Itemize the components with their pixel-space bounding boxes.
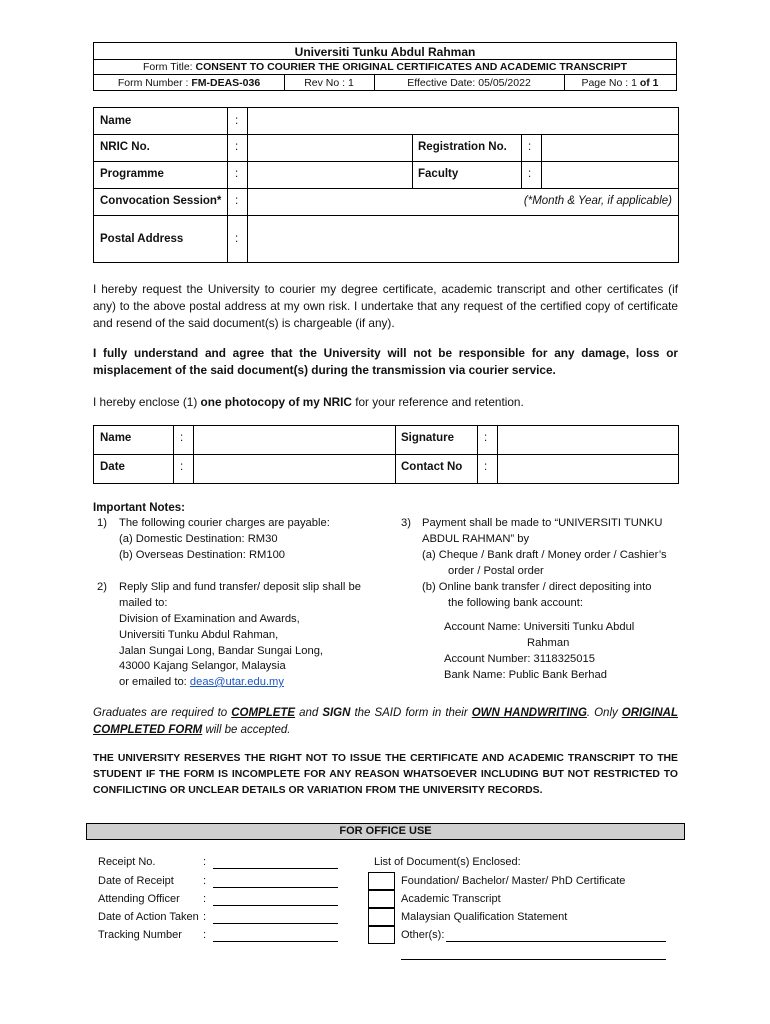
name-field[interactable] [248,108,677,134]
signature-table: Name : Signature : Date : Contact No : [93,425,679,484]
office-use-header: FOR OFFICE USE [86,823,685,840]
convocation-label: Convocation Session* [100,195,222,207]
doc-other-checkbox[interactable] [368,926,395,944]
nric-field[interactable] [248,135,412,161]
account-number: Account Number: 3118325015 [444,653,595,665]
officer-field[interactable] [213,905,338,906]
postal-address-field[interactable] [248,216,677,262]
doc-transcript-label: Academic Transcript [401,893,501,905]
sig-name-field[interactable] [194,426,395,454]
registration-label: Registration No. [418,141,507,153]
note-3: Payment shall be made to “UNIVERSITI TUNKU [422,517,663,529]
enclosure-paragraph: I hereby enclose (1) one photocopy of my NRIC for your reference and retention. [93,395,524,409]
note-2-num: 2) [97,581,107,593]
form-title: Form Title: CONSENT TO COURIER THE ORIGINAL CERTIFICATES AND ACADEMIC TRANSCRIPT [143,61,627,73]
doc-mqs-label: Malaysian Qualification Statement [401,911,568,923]
contact-field[interactable] [498,455,678,483]
action-date-field[interactable] [213,923,338,924]
tracking-label: Tracking Number [98,929,182,941]
doc-mqs-checkbox[interactable] [368,908,395,926]
notes-title: Important Notes: [93,502,185,514]
receipt-label: Receipt No. [98,856,156,868]
signature-field[interactable] [498,426,678,454]
account-name: Account Name: Universiti Tunku Abdul [444,621,635,633]
faculty-label: Faculty [418,168,459,180]
request-paragraph: I hereby request the University to courier my degree certificate, academic transcript and other certificates (if any) to the above postal address at my own risk. I undertake that any request of the certified copy of certificate and resend of the said document(s) is chargeable (if any). [93,282,678,330]
name-label: Name [100,115,132,127]
doc-certificate-checkbox[interactable] [368,872,395,890]
note-1a: (a) Domestic Destination: RM30 [119,533,278,545]
note-2: Reply Slip and fund transfer/ deposit slip shall be [119,581,361,593]
liability-paragraph: I fully understand and agree that the University will not be responsible for any damage, loss or misplacement of the said document(s) during the transmission via courier service. [93,346,678,377]
tracking-field[interactable] [213,941,338,942]
officer-label: Attending Officer [98,893,180,905]
receipt-field[interactable] [213,868,338,869]
note-3-num: 3) [401,517,411,529]
note-1b: (b) Overseas Destination: RM100 [119,549,286,561]
date-label: Date [100,461,125,473]
page-number: Page No : 1 of 1 [581,77,659,89]
note-1-num: 1) [97,517,107,529]
documents-list-title: List of Document(s) Enclosed: [374,856,521,868]
convocation-hint: (*Month & Year, if applicable) [523,195,672,207]
form-number: Form Number : FM-DEAS-036 [117,77,261,89]
personal-details-table: Name : NRIC No. : Registration No. : Programme : Faculty : Convocation Session* : (*Month & Year, if applicable) Postal Address : [93,107,679,263]
doc-transcript-checkbox[interactable] [368,890,395,908]
nric-label: NRIC No. [100,141,150,153]
university-name: Universiti Tunku Abdul Rahman [294,45,476,59]
other-docs-field-1[interactable] [446,941,666,942]
registration-field[interactable] [542,135,677,161]
faculty-field[interactable] [542,162,677,188]
form-header [93,42,677,91]
contact-label: Contact No [401,461,463,473]
action-date-label: Date of Action Taken [98,911,199,923]
other-docs-field-2[interactable] [401,959,666,960]
graduates-note: Graduates are required to COMPLETE and SIGN the SAID form in their OWN HANDWRITING. Only ORIGINAL COMPLETED FORM will be accepted. [93,707,679,736]
email-line: or emailed to: deas@utar.edu.my [119,676,284,688]
doc-other-label: Other(s): [401,929,445,941]
doc-certificate-label: Foundation/ Bachelor/ Master/ PhD Certificate [401,875,626,887]
bank-name: Bank Name: Public Bank Berhad [444,669,607,681]
programme-label: Programme [100,168,164,180]
rev-number: Rev No : 1 [304,77,354,89]
programme-field[interactable] [248,162,412,188]
reserve-notice: THE UNIVERSITY RESERVES THE RIGHT NOT TO ISSUE THE CERTIFICATE AND ACADEMIC TRANSCRIPT TO THE STUDENT IF THE FORM IS INCOMPLETE FOR ANY REASON WHATSOEVER INCLUDING BUT NOT RESTRICTED TO CONFILICTING OR UNCLEAR DETAILS OR VARIATION FROM THE UNIVERSITY RECORDS. [93,753,678,796]
date-receipt-field[interactable] [213,887,338,888]
date-field[interactable] [194,455,395,483]
date-receipt-label: Date of Receipt [98,875,174,887]
signature-label: Signature [401,432,455,444]
note-1: The following courier charges are payable: [119,517,330,529]
email-link[interactable]: deas@utar.edu.my [189,676,284,688]
sig-name-label: Name [100,432,132,444]
effective-date: Effective Date: 05/05/2022 [407,77,531,89]
postal-label: Postal Address [100,233,184,245]
